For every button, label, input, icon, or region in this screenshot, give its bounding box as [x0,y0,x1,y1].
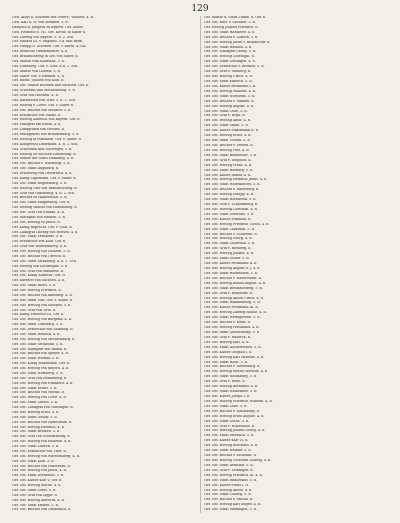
catalog-entry: Gef. Gef. Herzog Karl Wilhelm. 4. fl. [204,355,265,359]
catalog-entry: Gef. Gef. Bischof von Osnabrück. fl. [12,508,72,512]
catalog-entry: Gef. Gef. Herzog Friedrich III. 4. fl. [204,473,263,477]
catalog-entry: Gef. Gef. Herzog von Württemberg. 4. fl. [12,454,80,458]
catalog-entry: Gefl. Karl d. IV. von Böhmen. 5. fl. [12,20,69,24]
catalog-entry: Gef. Gef. Herzog Moritz. 4. fl. [12,484,62,487]
catalog-entry: Gef. Gef. Stadt Hannover. 4. fl. [204,30,256,34]
catalog-entry: Gef. Gef. Herzog Franz. 4. fl. [204,163,253,167]
catalog-entry: Gef. Markgrafen von Brandenburg. 5. fl. [12,133,80,136]
catalog-entry: Gef. Silber Gef. v. Bremen. 4. fl. [12,74,65,78]
catalog-entry: Gef. Gef. Herzog Moritz Wilhelm. 4. fl. [204,370,269,374]
catalog-entry: Gef. Gef. Kaiser Joseph I. fl. [204,394,251,398]
catalog-entry: Gef. Gef. Kurf. v. Sachsen. 5. fl. [204,20,256,24]
catalog-entry: Gef. Gef. Herzog August. 4. fl. [204,104,255,108]
catalog-entry: Gef. Schweden und Norwegen. 5. fl. [12,147,73,151]
catalog-entry: Gef. Gef. Herzog von Cleve. 4. fl. [12,396,67,400]
catalog-entry: Gef. Gef. Stadt Wismar. 5. fl. [12,357,60,361]
catalog-entry: Gef. Erzbischof von Mainz. fl. [12,113,62,117]
catalog-entry: Gef. Gef. Stadt Helmstedt. 5. fl. [204,198,257,202]
catalog-entry: Gef. Gef. Bischof von Münster. 5. fl. [12,108,72,112]
catalog-entry: Gef. Gef. Stadt Quedlinburg. 5. fl. [204,331,261,334]
catalog-entry: Gef. Gef. Herzog Rudolf August. 4. fl. [204,281,267,285]
catalog-entry: Gef. Gef. Herzog von Bayern. 4. fl. [12,367,70,370]
catalog-entry: Gef. Münze vom Konstanz. 5. fl. [12,59,66,63]
catalog-entry: Gef. König Friedrich III. Gef. fl. [12,313,65,317]
catalog-entry: Gef. Gef. Bischof v. Minden. fl. [204,99,255,103]
catalog-entry: Gef. Gef. Herzog Ferdinand. 4. fl. [204,326,260,330]
catalog-entry: Gef. König Sigismund. Gef. v. Silber. fl. [12,176,77,180]
catalog-entry: Gef. Gef. Herzog Christian Ludwig. 4. fl. [204,458,272,462]
catalog-entry: Gef. Gef. Graf v. Diepholz. fl. [204,158,252,162]
catalog-entry: Gef. Gef. Bischof v. Eichstätt. fl. [204,454,257,458]
catalog-entry: Gef. Gef. Herzog von Geldern. 5. fl. [12,250,71,253]
catalog-entry: Gef. Gef. Stadt Celle. 5. fl. [204,109,248,113]
catalog-entry: Gef. Gef. Herzog Julius v. Braunschw. fl. [204,40,271,44]
catalog-entry: Gef. Gef. Kaiser Karl V. Gef. fl. [12,479,63,483]
catalog-entry: Gef. Gef. Stadt Bremen. 5. fl. [12,430,61,434]
catalog-entry: Gef. Gef. Landgraf von Thüringen. fl. [12,406,74,409]
catalog-entry: Gef. Gef. Kaiser Ferdinand I. fl. [204,84,257,88]
catalog-entry: Gef. Erzbischof von Köln. Gef. fl. [12,240,67,244]
catalog-entry: Gef. Gef. Kaiser Leopold I. fl. [204,350,253,354]
catalog-entry: Gef. Gef. Herzog Ulrich. 4. fl. [204,75,253,79]
catalog-entry: Gef. Ludwig von Bayern. 5. fl. 2. Sch. [12,35,75,39]
catalog-entry: Gef. Gef. Graf v. Stolberg. fl. [204,70,252,74]
catalog-entry: Gef. Herzog zu Sachsen-Lauenburg. fl. [12,152,77,156]
catalog-entry: Gef. Gef. Herzog Philipp. 4. fl. [204,193,255,197]
catalog-entry: Gef. Gef. Kaiser Matthias. fl. [204,217,252,221]
catalog-entry: Gef. Gef. Stadt Erfurt. 5. fl. [12,386,58,390]
catalog-entry: Gef. Gef. Graf v. Schaumburg. fl. [204,203,259,207]
catalog-entry: Gef. Gef. Stadt Arnstadt. 5. fl. [204,463,254,467]
catalog-entry: Gef. Gef. Stadt Uelzen. 5. fl. [204,139,251,143]
catalog-entry: Gef. Gef. Stadt Naumburg. 5. fl. [204,375,258,379]
catalog-entry: Gef. Gef. Markgraf von Baden. fl. [12,347,68,351]
catalog-entry: Gef. Landgrafen von Hessen. fl. [12,128,65,132]
catalog-entry: Gef. Herzog Wenzel von Luxemburg. fl. [12,206,78,210]
catalog-entry: Gef. Gef. Stadt Weimar. 5. fl. [204,449,252,453]
catalog-entry: Gef. Gef. Stadt Basel. 5. fl. [12,284,57,288]
catalog-entry: Gef. Gef. Stadt Göttingen. 4. fl. [204,60,256,64]
catalog-entry: Gef. Gef. Markgraf Georg. 5. fl. [204,50,257,54]
catalog-entry: Gef. Gef. Graf von Schwarzburg. fl. [12,435,71,439]
catalog-entry: Gefl. Aloys d. Schönen von Österr.; Vollbrot. 4. fl. [12,16,94,19]
catalog-entry: Gef. Münze von Lübeck. 5. fl. [12,69,61,73]
catalog-entry: Gef. Gef. Stadt Buxtehude. 5. fl. [204,153,258,157]
catalog-entry: Gef. Gef. Kaiser Karl VI. fl. [204,439,249,443]
catalog-entry: Gef. Gef. Graf v. Bentheim. fl. [204,291,253,295]
catalog-entry: Gef. Gef. Stadt Lübeck. 5. fl. [12,445,60,448]
catalog-entry: Gef. Gef. Bischof von Bamberg. 4. fl. [12,293,73,297]
catalog-entry: Gef. Gef. Stadt Eisenach. 5. fl. [204,434,255,438]
catalog-entry: Heinrich d. Jüngern zu Bayern. Gef. Silber. [12,25,84,29]
catalog-entry: Gef. Gef. Herzog Anton Ulrich. 4. fl. [204,296,264,300]
catalog-entry: Gef. Gef. Stadt Goslar. 5. fl. [204,257,250,261]
catalog-entry: Gef. Gef. Erzbischof von Salzburg. fl. [12,328,74,331]
catalog-entry: Gef. Gef. Herzog Wilhelm. 4. fl. [204,89,257,93]
catalog-entry: Gef. Gef. Bischof v. Würzburg. 5. fl. [12,162,71,166]
catalog-entry: Gef. Gef. Herzog Friedrich Wilhelm. 4. fl. [204,399,273,403]
catalog-entry: Gef. Gef. Herzog Ernst. 4. fl. [204,134,252,138]
catalog-entry: Gef. Gef. Graf von Lippe. fl. [12,493,58,497]
catalog-entry: Gef. Gef. Bischof von Worms. fl. [12,391,65,395]
catalog-entry: Gef. Gef. Bischof v. Passau. fl. [204,498,254,502]
catalog-entry: Gef. Gef. Stadt Straßburg. 4. fl. 2. Sch. [12,259,77,263]
catalog-entry: Gef. Herzog Albrecht von Bayern. Gef. fl. [12,118,81,122]
catalog-entry: Gef. Gef. Stadt Zürich. 5. fl. [12,401,59,405]
catalog-entry: Gef. Graf von Oldenburg. 4. fl. 2. Sch. [12,191,76,195]
catalog-entry: Gef. Gef. Herzog August d. J. 4. fl. [204,267,261,271]
catalog-entry: Gef. Herzog Otto von Braunschweig. fl. [12,186,78,190]
catalog-entry: Gef. Gef. König Maximilian. Gef. fl. [12,362,71,366]
catalog-entry: Gef. Gef. Herzog Christoph. fl. [204,55,255,59]
catalog-entry: Gef. Gef. Bischof v. Eutin. fl. [204,321,251,325]
catalog-entry: Gef. Gef. Kaiser Franz I. fl. [204,483,249,487]
catalog-entry: Gef. Gef. Graf v. Hoya. fl. [204,114,246,118]
catalog-entry: Gef. Gef. Bischof v. Naumburg. fl. [204,409,260,413]
catalog-entry: Gef. Gef. Stadt Meiningen. 5. fl. [204,508,258,512]
catalog-entry: Gef. Gef. Herzog von Savoyen. 5. fl. [12,303,72,307]
catalog-entry: Gef. Pfalzgraf am Rhein. 4. fl. [12,123,62,127]
catalog-entry: Gef. Landgraf Ludwig von Hessen. 4. fl. [12,230,79,234]
catalog-entry: Gef. Gef. Stadt Aschersleben. 5. fl. [204,345,262,349]
catalog-entry: Gef. Gef. Herzog Christian. 4. fl. [204,207,258,211]
catalog-entry: Gef. Gef. Herzog Heinrich Julius. 4. fl. [204,178,268,182]
catalog-entry: Gef. Gef. Stadt Köln. 5. fl. [12,459,55,463]
catalog-entry: Gef. Gef. Herzog Karl. 4. fl. [204,340,250,344]
catalog-entry: Gef. Gef. Graf von Nassau. 4. fl. [12,211,65,214]
catalog-entry: Gef. Gef. Graf v. Hohenlohe. fl. [204,424,256,428]
catalog-entry: Gef. Gef. Kaiser Maximilian II. fl. [204,129,259,133]
catalog-entry: Gef. Gef. Bischof v. Merseburg. fl. [204,365,261,369]
right-column [204,16,390,513]
catalog-entry: Gef. Königreich Dänemark. 4. fl. 2. Sch. [12,142,79,146]
catalog-entry: Gef. Erzherzog von Österreich. 4. fl. [12,172,73,175]
catalog-entry: Gef. Kurfürst von Sachsen. 4. fl. [12,279,66,283]
catalog-entry: Gef. Gef. Graf von Tirol. fl. [12,308,57,312]
column-divider [200,16,201,513]
catalog-entry: Gef. Kurfürsten von Trier. 5. fl. 2. Sch. [12,98,76,102]
catalog-entry: Gef. Gef. Stadt Zellerfeld. 5. fl. [204,242,256,246]
catalog-entry: Gef. Gef. Stadt Lüneburg. 5. fl. [12,323,64,327]
catalog-entry: Gef. Gef. Stadt Einbeck. 5. fl. [204,79,253,83]
catalog-entry: Gef. Gef. Kaiser Ferdinand II. fl. [204,262,258,266]
catalog-entry: Gef. Gef. Stadt Magdeburg. Gef. fl. [12,201,71,205]
catalog-entry: Gef. Münze d. Stadt Lüneb. u. Gef. fl. [204,16,267,19]
catalog-entry: Gef. Gef. Bischof von Utrecht. fl. [12,254,67,258]
catalog-entry: Gef. Gef. Herzog Otto. 4. fl. [204,148,250,152]
catalog-entry: Gef. Gef. Herzog Heinrich. 4. fl. [12,425,65,429]
catalog-entry: Gef. Graf von Württemberg. 4. fl. [12,245,68,249]
catalog-entry: Gef. Gef. Stadt Northeim. 5. fl. [204,94,256,98]
catalog-entry: Gefl. Heinrich d. VII. Gef. Kreuz. in Silber fl. [12,30,87,34]
catalog-entry: Gef. Gef. Bischof von Hildesheim. fl. [12,420,73,424]
page-number: 129 [191,4,209,14]
catalog-entry: Gef. Nürnberg. Gef. v. Gold. 4 fl. 2. Sch. [12,64,79,68]
catalog-entry: Gef. Gef. Stadt Coburg. 5. fl. [204,493,252,497]
catalog-entry: Gef. Gef. Graf v. Waldeck. fl. [204,335,251,339]
catalog-entry: Gef. Gef. Stadt Harburg. 5. fl. [204,168,254,172]
catalog-entry: Gef. Gef. Bischof von Speyer. 4. fl. [12,352,69,356]
catalog-entry: Gef. Gef. Graf von Mansfeld. fl. [12,269,64,273]
catalog-entry: Gef. Graf von Holstein. 4. fl. [12,94,59,97]
catalog-entry: Gef. Gef. Stadt Dortmund. 5. fl. [12,474,65,478]
catalog-entry: Gef. Gef. Bischof v. Verden. fl. [204,143,254,147]
catalog-entry: Gef. Herzog von Lothringen. 5. fl. [12,264,69,268]
catalog-entry: Gef. Gef. Herzog von Pommern. 4. fl. [12,381,74,385]
catalog-entry: Gef. Braunschweig in Gef. von Silber. fl. [12,55,79,58]
catalog-entry: Gef. Gef. Herzog Ludwig Rudolf. 4. fl. [204,311,267,315]
catalog-entry: Gef. Herzog v. Cleve. Gef. v. Silber. fl. [12,103,75,107]
catalog-entry: Gef. Gef. Stadt Stralsund. 5. fl. [12,342,64,346]
catalog-entry: Gef. Gef. Herzog Johann Georg. 4. fl. [204,429,266,433]
catalog-entry: Gef. Gef. Stadt Clausthal. 5. fl. [204,227,255,231]
catalog-entry: Gef. Gef. Herzog von Mecklenburg. fl. [12,337,76,341]
catalog-entry: Gef. Gef. Stadt Soest. 5. fl. [12,488,57,492]
catalog-entry: Gef. Herzog Johann Friedrich. fl. [204,25,259,29]
catalog-entry: Gef. Gef. Stadt Hildesheim. 5. fl. [204,271,259,275]
catalog-entry: Gef. Münze der Stadt Hamburg. 4. fl. [12,157,75,161]
catalog-entry: Gef. Eduard III. v. England. 5 fl. und Riem. [12,40,84,44]
catalog-entry: Gef. Gef. Stadt Regensburg. 5. fl. [12,181,68,185]
catalog-entry: Gef. Gef. Bischof v. Ratzeburg. fl. [204,188,260,192]
catalog-entry: Gef. deutsche Ordenmeister. 4. fl. [12,50,69,54]
catalog-entry: Gef. Gef. Stadt Wolfenbüttel. 5. fl. [204,183,261,187]
catalog-entry: Gef. Gef. Stadt Gotha. 5. fl. [204,419,250,423]
catalog-entry: Gef. Gef. Stadt Hameln. 4. fl. [204,45,253,49]
catalog-entry: Gef. Herzog in Pommern. Gef. v. Silber. fl. [12,137,82,141]
catalog-entry: Gef. Gef. Graf v. Leiningen. fl. [204,468,254,472]
catalog-entry: Gef. Gef. Herzog Georg. 4. fl. [204,237,253,241]
catalog-entry: Gef. Gef. Herzog Albrecht. 4. fl. [12,498,65,502]
catalog-entry: Gef. Gef. Stadt Osterode. 5. fl. [204,212,255,216]
catalog-entry: Gef. Gef. Herzog zu Jülich. fl. [12,220,61,224]
catalog-entry: Gef. Gef. Stadt Goslar. 5. fl. [12,415,58,419]
catalog-entry: Gef. Gef. Herzog Johann. 4. fl. [204,252,255,256]
catalog-entry: Gef. Gef. Herzog Ernst August. 4. fl. [204,414,265,418]
catalog-entry: Gef. Gef. Stadt Wernigerode. 5. fl. [204,316,261,320]
catalog-entry: Gef. Gef. Münze Böhmen und Sachsen. Gef. fl. [12,84,90,88]
catalog-entry: Gef. Gef. Herzog Adolf. 4. fl. [204,119,252,123]
catalog-entry: Gef. Gef. Herzog Karl Eugen. 4. fl. [204,503,262,507]
catalog-entry: Gef. Gef. Herzog Ernst. 4. fl. [12,410,60,414]
catalog-entry: Gef. Gef. Herzog von Holstein. 4. fl. [12,440,72,444]
catalog-entry: Gef. Gef. Stadt Augsburg. fl. [12,167,60,171]
catalog-entry: Gef. Gef. Herzog von Burgund. 4. fl. [12,318,72,322]
catalog-entry: Gef. Gef. Stadt Weißenfels. 5. fl. [204,390,258,394]
catalog-entry: Gef. Gef. Herzog Friedrich. fl. [12,289,62,292]
catalog-entry: Gef. Gef. Erzbischof v. Bremen. 5. fl. [204,65,265,69]
catalog-entry: Gef. Gef. Herzog Eberhard. 4. fl. [204,444,259,448]
catalog-entry: Gef. Gef. Stadt Rudolstadt. 5. fl. [204,478,258,482]
catalog-entry: Gef. Bischof zu Halberstadt. 5. fl. [12,196,68,200]
catalog-entry: Gef. Gef. Bischof v. Halberstadt. fl. [204,276,262,280]
catalog-entry: Gef. Gef. Stadt Nürnberg. 5. fl. [12,371,64,375]
catalog-entry: Gef. Gef. Graf v. Rietberg. fl. [204,247,252,251]
catalog-entry: Gef. Markgraf von Meißen. 5. fl. [12,215,66,219]
catalog-entry: Gef. Gef. Kaiser Rudolf II. fl. [204,173,252,177]
catalog-entry: Gef. Philipp d. Schönen. Gef. v. Karth. 4 Sch. [12,45,87,49]
catalog-entry: Gef. Gef. Graf v. Reuß. fl. [204,380,246,384]
catalog-entry: Gef. König Ruprecht. Gef. v. Gold. fl. [12,225,73,229]
catalog-entry: Gef. Gef. Stadt Halle. 5. fl. [204,360,249,364]
catalog-entry: Gef. Gef. Bischof v. Lübeck. 5. fl. [204,35,259,39]
catalog-entry: Gef. Gef. Stadt Frankfurt. 5. fl. [12,235,64,239]
catalog-entry: Gef. Gef. Stadt Blankenburg. 5. fl. [204,301,261,305]
catalog-entry: Gef. Gef. Herzog Bernhard. 4. fl. [204,385,259,389]
catalog-entry: Gef. Gef. Stadt Emden. 5. fl. [12,503,59,507]
catalog-entry: Gef. Gef. Stadt Rostock. 4. fl. [12,332,61,336]
catalog-entry: Gef. Gef. Stadt Ulm. Gef. v. Silber. fl. [12,298,73,302]
catalog-entry: Gef. Gef. Stadt Zeitz. 5. fl. [204,404,248,408]
left-column [12,16,198,513]
catalog-entry: Gef. Gef. Bischof von Paderborn. fl. [12,464,71,468]
catalog-entry: Gef. Gef. Erzbischof von Trier. fl. [12,449,67,453]
catalog-entry: Gef. Gef. Bischof v. Schwerin. fl. [204,232,258,236]
catalog-entry: Gef. Gef. Kaiser Ferdinand III. fl. [204,306,259,310]
catalog-entry: Gef. Gef. Herzog von Jülich. 4. fl. [12,469,67,473]
catalog-entry: Gef. Gef. Graf von Henneberg. fl. [12,376,68,380]
catalog-entry: Gef. Gef. König Albrecht. Gef. fl. [12,274,66,278]
catalog-entry: Gef. Gef. Herzog Friedrich Ulrich. 4. fl. [204,222,270,226]
catalog-entry: Gef. Rhein. Gulden von Köln. fl. [12,79,65,83]
catalog-entry: Gef. Gef. Stadt Stade. 5. fl. [204,124,249,128]
catalog-entry: Gef. Gef. Herzog Anton. 4. fl. [204,488,253,492]
catalog-entry: Gef. Gef. Stadt Braunschweig. 5. fl. [204,286,263,290]
catalog-entry: Gef. Schwerin und Mecklenburg. 5. fl. [12,89,76,93]
